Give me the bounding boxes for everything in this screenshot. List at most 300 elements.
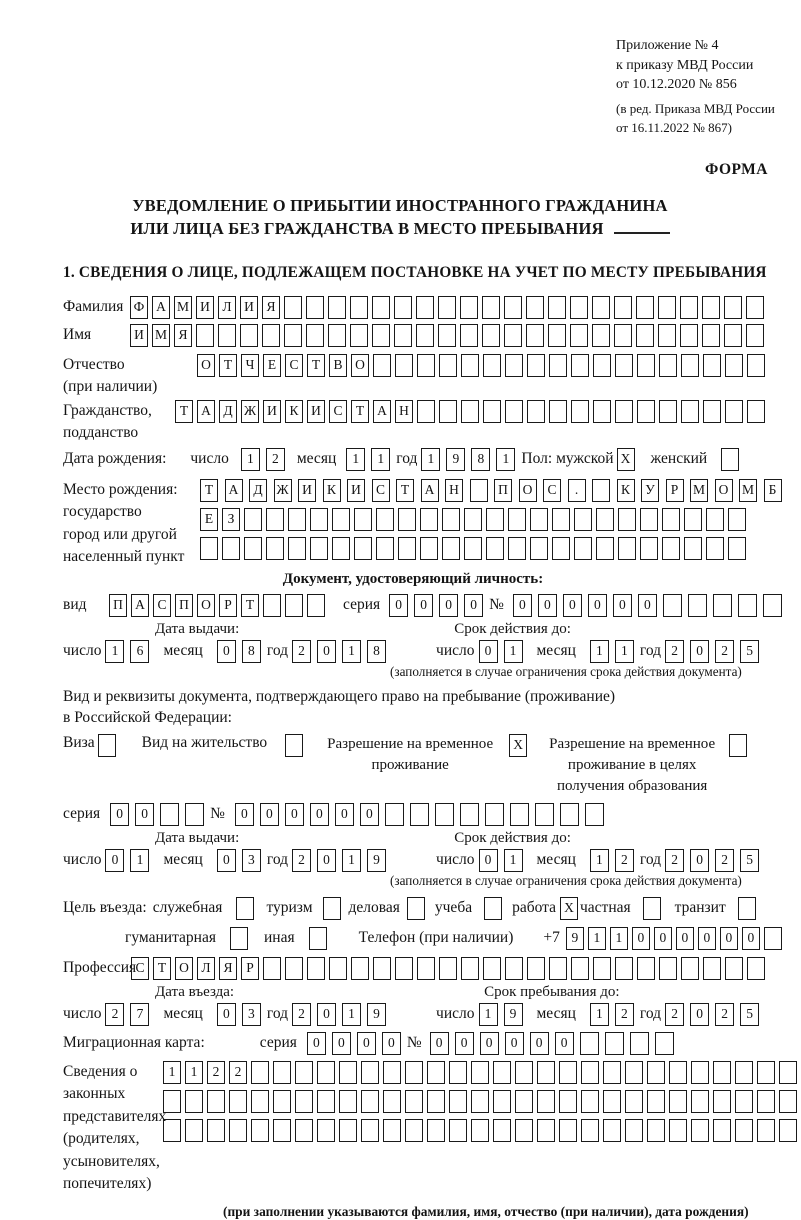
- char-cell[interactable]: [508, 508, 526, 531]
- char-cell[interactable]: [537, 1090, 555, 1113]
- char-cell[interactable]: [196, 324, 214, 347]
- purpose-official-checkbox[interactable]: [236, 897, 254, 920]
- char-cell[interactable]: [691, 1061, 709, 1084]
- char-cell[interactable]: [764, 927, 782, 950]
- char-cell[interactable]: [684, 508, 702, 531]
- char-cell[interactable]: [376, 508, 394, 531]
- char-cell[interactable]: [218, 324, 236, 347]
- char-cell[interactable]: [680, 324, 698, 347]
- char-cell[interactable]: [647, 1090, 665, 1113]
- purpose-business-checkbox[interactable]: [407, 897, 425, 920]
- char-cell[interactable]: [288, 537, 306, 560]
- char-cell[interactable]: [691, 1090, 709, 1113]
- char-cell[interactable]: 1: [504, 640, 523, 663]
- char-cell[interactable]: О: [175, 957, 193, 980]
- char-cell[interactable]: К: [323, 479, 341, 502]
- char-cell[interactable]: [376, 537, 394, 560]
- char-cell[interactable]: [416, 296, 434, 319]
- char-cell[interactable]: [636, 324, 654, 347]
- char-cell[interactable]: Т: [307, 354, 325, 377]
- char-cell[interactable]: [571, 400, 589, 423]
- char-cell[interactable]: Ч: [241, 354, 259, 377]
- char-cell[interactable]: [637, 354, 655, 377]
- char-cell[interactable]: П: [175, 594, 193, 617]
- char-cell[interactable]: 2: [292, 849, 311, 872]
- char-cell[interactable]: [483, 400, 501, 423]
- char-cell[interactable]: [163, 1119, 181, 1142]
- char-cell[interactable]: [640, 508, 658, 531]
- char-cell[interactable]: С: [372, 479, 390, 502]
- char-cell[interactable]: М: [739, 479, 757, 502]
- char-cell[interactable]: [317, 1119, 335, 1142]
- char-cell[interactable]: Л: [218, 296, 236, 319]
- char-cell[interactable]: [229, 1090, 247, 1113]
- char-cell[interactable]: [185, 803, 204, 826]
- char-cell[interactable]: [251, 1090, 269, 1113]
- char-cell[interactable]: И: [298, 479, 316, 502]
- char-cell[interactable]: [527, 957, 545, 980]
- char-cell[interactable]: [593, 400, 611, 423]
- char-cell[interactable]: 1: [163, 1061, 181, 1084]
- char-cell[interactable]: Р: [666, 479, 684, 502]
- char-cell[interactable]: 2: [292, 1003, 311, 1026]
- char-cell[interactable]: 1: [590, 1003, 609, 1026]
- char-cell[interactable]: 0: [135, 803, 154, 826]
- char-cell[interactable]: М: [690, 479, 708, 502]
- char-cell[interactable]: [373, 354, 391, 377]
- char-cell[interactable]: [416, 324, 434, 347]
- char-cell[interactable]: 0: [317, 1003, 336, 1026]
- char-cell[interactable]: [703, 957, 721, 980]
- residence-permit-checkbox[interactable]: [285, 734, 303, 757]
- char-cell[interactable]: А: [421, 479, 439, 502]
- char-cell[interactable]: [571, 354, 589, 377]
- char-cell[interactable]: 0: [389, 594, 408, 617]
- char-cell[interactable]: 0: [360, 803, 379, 826]
- char-cell[interactable]: Е: [200, 508, 218, 531]
- char-cell[interactable]: [625, 1061, 643, 1084]
- char-cell[interactable]: 1: [588, 927, 606, 950]
- char-cell[interactable]: [460, 296, 478, 319]
- char-cell[interactable]: И: [263, 400, 281, 423]
- char-cell[interactable]: 7: [130, 1003, 149, 1026]
- char-cell[interactable]: [295, 1061, 313, 1084]
- char-cell[interactable]: 1: [342, 640, 361, 663]
- char-cell[interactable]: [417, 400, 435, 423]
- char-cell[interactable]: 1: [479, 1003, 498, 1026]
- char-cell[interactable]: 9: [446, 448, 465, 471]
- char-cell[interactable]: С: [543, 479, 561, 502]
- char-cell[interactable]: 2: [292, 640, 311, 663]
- char-cell[interactable]: [618, 537, 636, 560]
- char-cell[interactable]: 1: [590, 849, 609, 872]
- char-cell[interactable]: 0: [588, 594, 607, 617]
- char-cell[interactable]: 0: [480, 1032, 499, 1055]
- char-cell[interactable]: [240, 324, 258, 347]
- char-cell[interactable]: З: [222, 508, 240, 531]
- char-cell[interactable]: 0: [110, 803, 129, 826]
- char-cell[interactable]: [779, 1119, 797, 1142]
- char-cell[interactable]: [684, 537, 702, 560]
- char-cell[interactable]: [747, 354, 765, 377]
- char-cell[interactable]: [273, 1119, 291, 1142]
- char-cell[interactable]: [702, 324, 720, 347]
- char-cell[interactable]: 9: [367, 1003, 386, 1026]
- char-cell[interactable]: [669, 1119, 687, 1142]
- char-cell[interactable]: [702, 296, 720, 319]
- char-cell[interactable]: [306, 324, 324, 347]
- char-cell[interactable]: [329, 957, 347, 980]
- char-cell[interactable]: [350, 296, 368, 319]
- char-cell[interactable]: [354, 508, 372, 531]
- char-cell[interactable]: Н: [395, 400, 413, 423]
- char-cell[interactable]: Р: [241, 957, 259, 980]
- char-cell[interactable]: [552, 508, 570, 531]
- char-cell[interactable]: 9: [566, 927, 584, 950]
- char-cell[interactable]: 5: [740, 849, 759, 872]
- char-cell[interactable]: Т: [175, 400, 193, 423]
- char-cell[interactable]: 0: [638, 594, 657, 617]
- char-cell[interactable]: [438, 324, 456, 347]
- char-cell[interactable]: [350, 324, 368, 347]
- char-cell[interactable]: Ж: [241, 400, 259, 423]
- char-cell[interactable]: [570, 296, 588, 319]
- char-cell[interactable]: [560, 803, 579, 826]
- char-cell[interactable]: 0: [690, 1003, 709, 1026]
- char-cell[interactable]: Т: [219, 354, 237, 377]
- char-cell[interactable]: [581, 1061, 599, 1084]
- char-cell[interactable]: [449, 1090, 467, 1113]
- char-cell[interactable]: Л: [197, 957, 215, 980]
- char-cell[interactable]: [526, 324, 544, 347]
- char-cell[interactable]: Т: [396, 479, 414, 502]
- char-cell[interactable]: [713, 1119, 731, 1142]
- purpose-tourism-checkbox[interactable]: [323, 897, 341, 920]
- char-cell[interactable]: [706, 537, 724, 560]
- char-cell[interactable]: О: [519, 479, 537, 502]
- char-cell[interactable]: [163, 1090, 181, 1113]
- char-cell[interactable]: [763, 594, 782, 617]
- char-cell[interactable]: Я: [219, 957, 237, 980]
- char-cell[interactable]: 1: [615, 640, 634, 663]
- char-cell[interactable]: [738, 594, 757, 617]
- char-cell[interactable]: [251, 1119, 269, 1142]
- char-cell[interactable]: 0: [285, 803, 304, 826]
- char-cell[interactable]: 9: [367, 849, 386, 872]
- char-cell[interactable]: 0: [335, 803, 354, 826]
- char-cell[interactable]: 0: [505, 1032, 524, 1055]
- char-cell[interactable]: Е: [263, 354, 281, 377]
- char-cell[interactable]: [637, 400, 655, 423]
- char-cell[interactable]: [581, 1090, 599, 1113]
- char-cell[interactable]: [295, 1119, 313, 1142]
- char-cell[interactable]: [703, 354, 721, 377]
- char-cell[interactable]: 1: [590, 640, 609, 663]
- char-cell[interactable]: [328, 296, 346, 319]
- char-cell[interactable]: [647, 1119, 665, 1142]
- char-cell[interactable]: 0: [455, 1032, 474, 1055]
- char-cell[interactable]: [724, 296, 742, 319]
- char-cell[interactable]: [328, 324, 346, 347]
- char-cell[interactable]: [570, 324, 588, 347]
- char-cell[interactable]: [307, 957, 325, 980]
- char-cell[interactable]: М: [174, 296, 192, 319]
- char-cell[interactable]: [662, 537, 680, 560]
- char-cell[interactable]: .: [568, 479, 586, 502]
- char-cell[interactable]: [527, 400, 545, 423]
- char-cell[interactable]: [263, 957, 281, 980]
- char-cell[interactable]: И: [196, 296, 214, 319]
- char-cell[interactable]: [559, 1090, 577, 1113]
- char-cell[interactable]: [361, 1061, 379, 1084]
- char-cell[interactable]: [746, 296, 764, 319]
- char-cell[interactable]: 8: [367, 640, 386, 663]
- char-cell[interactable]: [618, 508, 636, 531]
- char-cell[interactable]: Ф: [130, 296, 148, 319]
- char-cell[interactable]: 9: [504, 1003, 523, 1026]
- char-cell[interactable]: [306, 296, 324, 319]
- female-checkbox[interactable]: [721, 448, 739, 471]
- char-cell[interactable]: Д: [219, 400, 237, 423]
- char-cell[interactable]: [515, 1061, 533, 1084]
- char-cell[interactable]: [596, 537, 614, 560]
- char-cell[interactable]: [508, 537, 526, 560]
- char-cell[interactable]: 1: [130, 849, 149, 872]
- char-cell[interactable]: Р: [219, 594, 237, 617]
- char-cell[interactable]: [373, 957, 391, 980]
- char-cell[interactable]: [603, 1090, 621, 1113]
- char-cell[interactable]: Д: [249, 479, 267, 502]
- char-cell[interactable]: [310, 537, 328, 560]
- char-cell[interactable]: [615, 400, 633, 423]
- char-cell[interactable]: [515, 1119, 533, 1142]
- char-cell[interactable]: 1: [105, 640, 124, 663]
- char-cell[interactable]: [263, 594, 281, 617]
- char-cell[interactable]: [548, 324, 566, 347]
- char-cell[interactable]: [207, 1090, 225, 1113]
- char-cell[interactable]: О: [351, 354, 369, 377]
- char-cell[interactable]: [420, 537, 438, 560]
- char-cell[interactable]: 5: [740, 1003, 759, 1026]
- char-cell[interactable]: [398, 537, 416, 560]
- char-cell[interactable]: [691, 1119, 709, 1142]
- char-cell[interactable]: [464, 508, 482, 531]
- char-cell[interactable]: [339, 1061, 357, 1084]
- char-cell[interactable]: [439, 957, 457, 980]
- char-cell[interactable]: [285, 957, 303, 980]
- char-cell[interactable]: 1: [342, 1003, 361, 1026]
- char-cell[interactable]: [244, 537, 262, 560]
- char-cell[interactable]: 1: [342, 849, 361, 872]
- char-cell[interactable]: [460, 803, 479, 826]
- char-cell[interactable]: [504, 296, 522, 319]
- char-cell[interactable]: [505, 400, 523, 423]
- char-cell[interactable]: Т: [241, 594, 259, 617]
- char-cell[interactable]: [442, 537, 460, 560]
- char-cell[interactable]: [385, 803, 404, 826]
- char-cell[interactable]: 0: [310, 803, 329, 826]
- char-cell[interactable]: [435, 803, 454, 826]
- char-cell[interactable]: [681, 957, 699, 980]
- char-cell[interactable]: [581, 1119, 599, 1142]
- char-cell[interactable]: О: [715, 479, 733, 502]
- char-cell[interactable]: [493, 1090, 511, 1113]
- char-cell[interactable]: [185, 1119, 203, 1142]
- char-cell[interactable]: [207, 1119, 225, 1142]
- char-cell[interactable]: [266, 508, 284, 531]
- char-cell[interactable]: [637, 957, 655, 980]
- char-cell[interactable]: [461, 957, 479, 980]
- char-cell[interactable]: [636, 296, 654, 319]
- char-cell[interactable]: 1: [421, 448, 440, 471]
- char-cell[interactable]: [592, 296, 610, 319]
- char-cell[interactable]: [410, 803, 429, 826]
- char-cell[interactable]: [681, 354, 699, 377]
- char-cell[interactable]: А: [373, 400, 391, 423]
- char-cell[interactable]: [439, 354, 457, 377]
- char-cell[interactable]: 0: [654, 927, 672, 950]
- char-cell[interactable]: [361, 1090, 379, 1113]
- char-cell[interactable]: О: [197, 354, 215, 377]
- char-cell[interactable]: [669, 1061, 687, 1084]
- char-cell[interactable]: [310, 508, 328, 531]
- char-cell[interactable]: [383, 1090, 401, 1113]
- char-cell[interactable]: 1: [185, 1061, 203, 1084]
- char-cell[interactable]: 2: [665, 1003, 684, 1026]
- char-cell[interactable]: С: [153, 594, 171, 617]
- char-cell[interactable]: [549, 957, 567, 980]
- char-cell[interactable]: [537, 1119, 555, 1142]
- char-cell[interactable]: [549, 400, 567, 423]
- char-cell[interactable]: [307, 594, 325, 617]
- purpose-transit-checkbox[interactable]: [738, 897, 756, 920]
- char-cell[interactable]: 0: [742, 927, 760, 950]
- char-cell[interactable]: Я: [174, 324, 192, 347]
- char-cell[interactable]: [383, 1119, 401, 1142]
- char-cell[interactable]: [317, 1061, 335, 1084]
- char-cell[interactable]: [757, 1119, 775, 1142]
- char-cell[interactable]: [449, 1119, 467, 1142]
- char-cell[interactable]: 0: [632, 927, 650, 950]
- char-cell[interactable]: [625, 1119, 643, 1142]
- char-cell[interactable]: [273, 1061, 291, 1084]
- char-cell[interactable]: 0: [217, 1003, 236, 1026]
- char-cell[interactable]: [728, 508, 746, 531]
- char-cell[interactable]: [505, 957, 523, 980]
- char-cell[interactable]: 0: [430, 1032, 449, 1055]
- char-cell[interactable]: С: [285, 354, 303, 377]
- char-cell[interactable]: 0: [332, 1032, 351, 1055]
- char-cell[interactable]: [659, 400, 677, 423]
- char-cell[interactable]: А: [152, 296, 170, 319]
- char-cell[interactable]: [332, 508, 350, 531]
- char-cell[interactable]: [439, 400, 457, 423]
- char-cell[interactable]: [747, 957, 765, 980]
- char-cell[interactable]: [361, 1119, 379, 1142]
- char-cell[interactable]: [483, 354, 501, 377]
- char-cell[interactable]: [493, 1061, 511, 1084]
- char-cell[interactable]: П: [494, 479, 512, 502]
- char-cell[interactable]: [526, 296, 544, 319]
- char-cell[interactable]: [461, 354, 479, 377]
- char-cell[interactable]: 0: [563, 594, 582, 617]
- char-cell[interactable]: [640, 537, 658, 560]
- char-cell[interactable]: [438, 296, 456, 319]
- char-cell[interactable]: 0: [538, 594, 557, 617]
- char-cell[interactable]: 0: [479, 640, 498, 663]
- char-cell[interactable]: 5: [740, 640, 759, 663]
- char-cell[interactable]: [483, 957, 501, 980]
- char-cell[interactable]: [669, 1090, 687, 1113]
- char-cell[interactable]: П: [109, 594, 127, 617]
- char-cell[interactable]: [222, 537, 240, 560]
- char-cell[interactable]: [615, 957, 633, 980]
- char-cell[interactable]: [405, 1119, 423, 1142]
- char-cell[interactable]: 6: [130, 640, 149, 663]
- char-cell[interactable]: А: [225, 479, 243, 502]
- char-cell[interactable]: Т: [200, 479, 218, 502]
- char-cell[interactable]: [596, 508, 614, 531]
- char-cell[interactable]: [630, 1032, 649, 1055]
- char-cell[interactable]: 0: [317, 640, 336, 663]
- char-cell[interactable]: [779, 1090, 797, 1113]
- char-cell[interactable]: [592, 324, 610, 347]
- temp-residence-checkbox[interactable]: X: [509, 734, 527, 757]
- char-cell[interactable]: 2: [615, 849, 634, 872]
- char-cell[interactable]: 2: [665, 640, 684, 663]
- char-cell[interactable]: 2: [229, 1061, 247, 1084]
- char-cell[interactable]: [728, 537, 746, 560]
- char-cell[interactable]: [658, 324, 676, 347]
- char-cell[interactable]: [663, 594, 682, 617]
- char-cell[interactable]: 3: [242, 849, 261, 872]
- char-cell[interactable]: [559, 1119, 577, 1142]
- char-cell[interactable]: [493, 1119, 511, 1142]
- char-cell[interactable]: [713, 594, 732, 617]
- char-cell[interactable]: [460, 324, 478, 347]
- char-cell[interactable]: В: [329, 354, 347, 377]
- char-cell[interactable]: А: [131, 594, 149, 617]
- char-cell[interactable]: [351, 957, 369, 980]
- char-cell[interactable]: 1: [241, 448, 260, 471]
- char-cell[interactable]: [394, 324, 412, 347]
- char-cell[interactable]: [713, 1090, 731, 1113]
- char-cell[interactable]: 0: [676, 927, 694, 950]
- char-cell[interactable]: [417, 957, 435, 980]
- char-cell[interactable]: [757, 1090, 775, 1113]
- char-cell[interactable]: 2: [615, 1003, 634, 1026]
- char-cell[interactable]: [614, 324, 632, 347]
- char-cell[interactable]: Я: [262, 296, 280, 319]
- char-cell[interactable]: [395, 354, 413, 377]
- char-cell[interactable]: 0: [613, 594, 632, 617]
- char-cell[interactable]: [417, 354, 435, 377]
- char-cell[interactable]: [504, 324, 522, 347]
- purpose-study-checkbox[interactable]: [484, 897, 502, 920]
- char-cell[interactable]: [605, 1032, 624, 1055]
- char-cell[interactable]: [593, 354, 611, 377]
- male-checkbox[interactable]: X: [617, 448, 635, 471]
- char-cell[interactable]: [725, 400, 743, 423]
- char-cell[interactable]: [680, 296, 698, 319]
- char-cell[interactable]: [339, 1119, 357, 1142]
- char-cell[interactable]: [530, 508, 548, 531]
- char-cell[interactable]: [510, 803, 529, 826]
- char-cell[interactable]: О: [197, 594, 215, 617]
- char-cell[interactable]: 1: [504, 849, 523, 872]
- char-cell[interactable]: Н: [445, 479, 463, 502]
- char-cell[interactable]: [486, 537, 504, 560]
